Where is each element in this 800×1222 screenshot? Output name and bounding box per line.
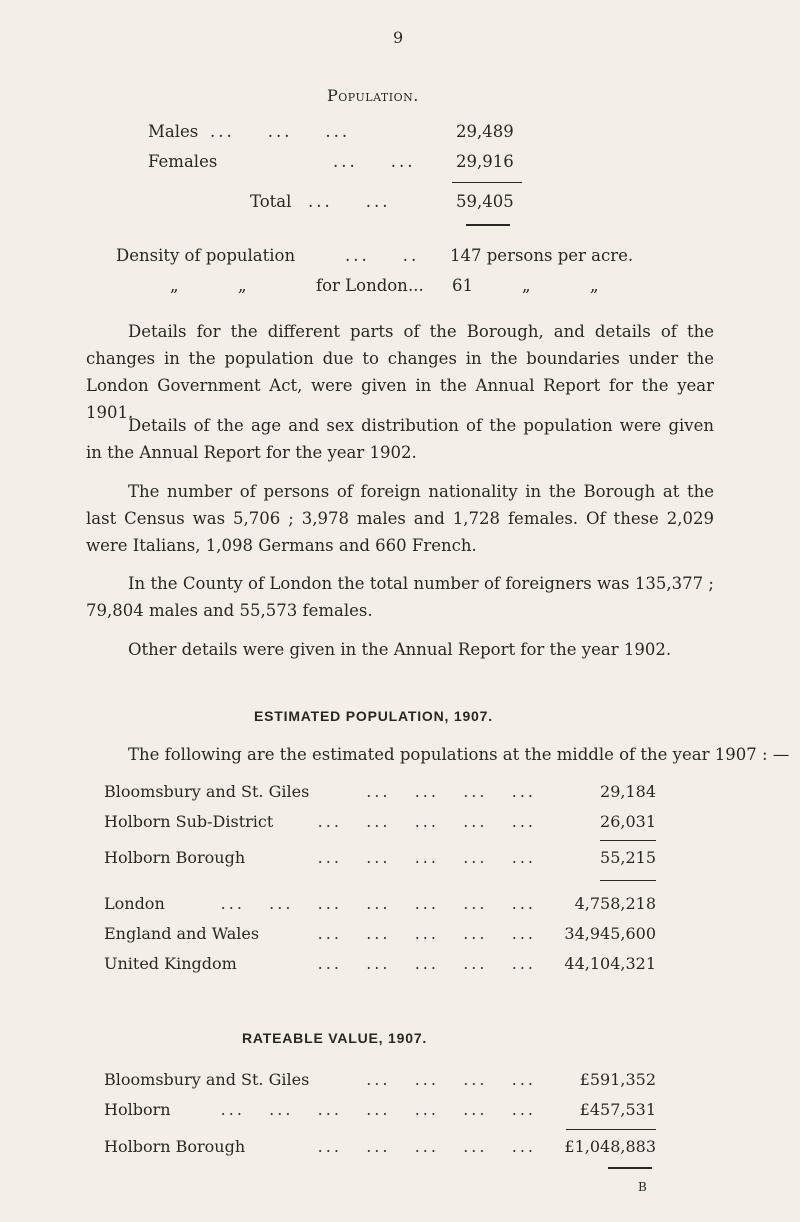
row-label: Holborn Borough: [104, 848, 246, 867]
ditto-mark: „: [170, 276, 179, 295]
total-rule: [466, 224, 510, 226]
row-label: United Kingdom: [104, 954, 237, 973]
paragraph: Other details were given in the Annual Report for the year 1902.: [128, 640, 672, 659]
dot-leader: ... ...: [333, 152, 416, 171]
sum-rule: [600, 840, 656, 841]
table-row: [104, 1100, 656, 1126]
london-value: 61: [452, 276, 473, 295]
total-value: 59,405: [456, 192, 514, 211]
sum-rule: [600, 880, 656, 881]
row-label: Holborn Sub-District: [104, 812, 274, 831]
estimated-intro: The following are the estimated populations at the middle of the year 1907 : —: [128, 745, 790, 764]
dot-leader: ...: [408, 276, 424, 295]
paragraph: Details for the different parts of the Borough, and details of the changes in the population due to changes in the boundaries under the London Government Act, were given in the Annual Report for the year 1901.: [86, 322, 714, 422]
signature-mark: B: [638, 1180, 647, 1194]
total-label: Total: [250, 192, 292, 211]
dot-leader: ... ... ...: [210, 122, 351, 141]
sum-rule: [452, 182, 522, 183]
ditto-mark: „: [522, 276, 531, 295]
table-row: [104, 848, 656, 874]
density-label: Density of population: [116, 246, 296, 265]
sum-rule: [566, 1129, 656, 1130]
dot-leader: ... ... ... ... ...: [317, 954, 536, 973]
dot-leader: ... ... ... ... ...: [317, 848, 536, 867]
row-value: £1,048,883: [564, 1137, 656, 1156]
row-value: £591,352: [579, 1070, 656, 1089]
row-label: Holborn: [104, 1100, 171, 1119]
table-row: [104, 1137, 656, 1163]
table-row: [104, 954, 656, 980]
table-row: [104, 782, 656, 808]
row-value: 29,184: [600, 782, 656, 801]
dot-leader: ... ...: [308, 192, 391, 211]
ditto-mark: „: [590, 276, 599, 295]
males-value: 29,489: [456, 122, 514, 141]
row-label: Bloomsbury and St. Giles: [104, 1070, 310, 1089]
density-value: 147 persons per acre.: [450, 246, 634, 265]
row-value: £457,531: [579, 1100, 656, 1119]
dot-leader: ... ... ... ...: [366, 782, 536, 801]
row-value: 55,215: [600, 848, 656, 867]
london-label: for London: [316, 276, 408, 295]
row-label: London: [104, 894, 165, 913]
dot-leader: ... ... ... ... ...: [317, 924, 536, 943]
females-label: Females: [148, 152, 218, 171]
dot-leader: ... ... ... ... ... ... ...: [220, 894, 536, 913]
dot-leader: ... ... ... ... ... ... ...: [220, 1100, 536, 1119]
paragraph: Details of the age and sex distribution of the population were given in the Annual Report for the year 1902.: [86, 416, 714, 462]
page-number: 9: [393, 28, 404, 47]
table-row: [104, 894, 656, 920]
row-value: 4,758,218: [574, 894, 656, 913]
rateable-value-heading: RATEABLE VALUE, 1907.: [242, 1030, 428, 1046]
dot-leader: ... ..: [345, 246, 420, 265]
population-heading: Population.: [327, 86, 419, 105]
dot-leader: ... ... ... ... ...: [317, 812, 536, 831]
total-rule: [608, 1167, 652, 1169]
row-label: Holborn Borough: [104, 1137, 246, 1156]
table-row: [104, 1070, 656, 1096]
table-row: [104, 812, 656, 838]
paragraph: In the County of London the total number of foreigners was 135,377 ; 79,804 males and 55,573 females.: [86, 574, 714, 620]
row-label: England and Wales: [104, 924, 260, 943]
table-row: [104, 924, 656, 950]
dot-leader: ... ... ... ...: [366, 1070, 536, 1089]
dot-leader: ... ... ... ... ...: [317, 1137, 536, 1156]
row-value: 26,031: [600, 812, 656, 831]
row-value: 44,104,321: [564, 954, 656, 973]
males-label: Males: [148, 122, 199, 141]
row-value: 34,945,600: [564, 924, 656, 943]
females-value: 29,916: [456, 152, 514, 171]
row-label: Bloomsbury and St. Giles: [104, 782, 310, 801]
paragraph: The number of persons of foreign nationality in the Borough at the last Census was 5,706 ; 3,978 males and 1,728 females. Of these 2,029 were Italians, 1,098 Germans and 660 French.: [86, 482, 714, 555]
estimated-population-heading: ESTIMATED POPULATION, 1907.: [254, 708, 493, 724]
ditto-mark: „: [238, 276, 247, 295]
